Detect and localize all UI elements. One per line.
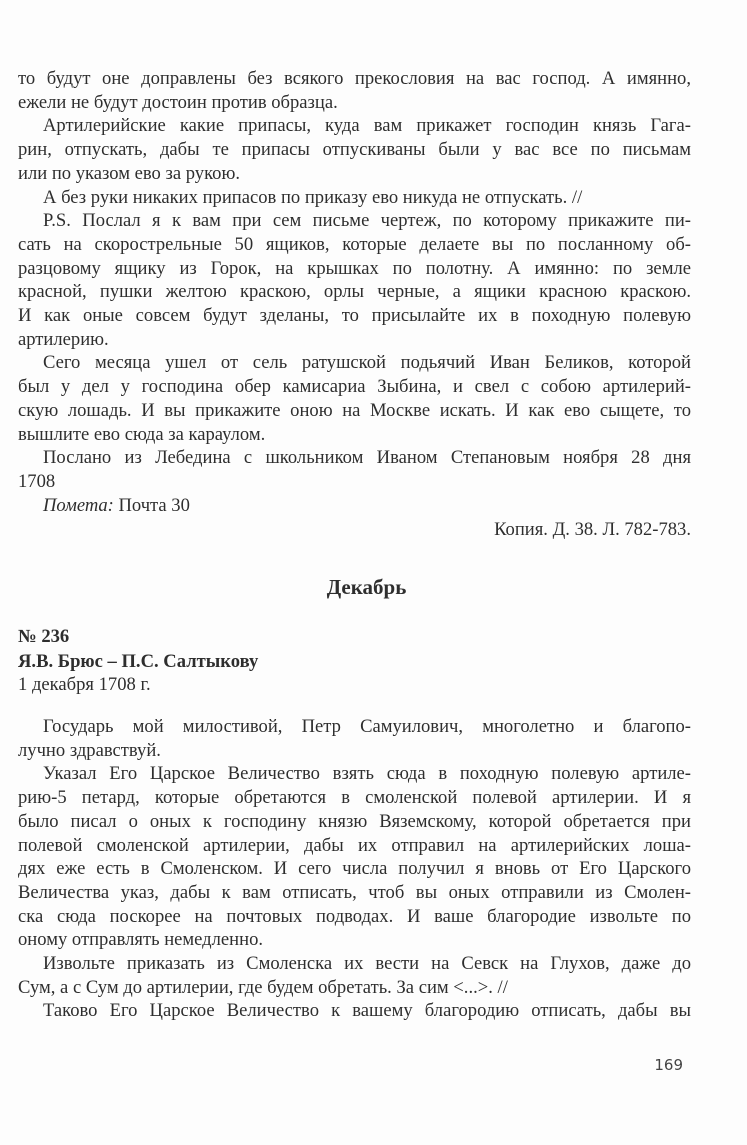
text-line: был у дел у господина обер камисариа Зыбина, и свел с собою артилерий- [18, 376, 691, 398]
text-line: Сум, а с Сум до артилерии, где будем обретать. За сим <...>. // [18, 976, 508, 998]
text-line: Послано из Лебедина с школьником Иваном Степановым ноября 28 дня [43, 447, 691, 469]
annotation-label: Пометa: [43, 494, 114, 516]
text-line: Таково Его Царское Величество к вашему благородию отписать, дабы вы [43, 1000, 691, 1022]
annotation-line [43, 494, 691, 518]
archival-source: Копия. Д. 38. Л. 782-783. [494, 519, 691, 540]
text-line: рию-5 петард, которые обретаются в смоленской полевой артилерии. И я [18, 787, 691, 809]
document-parties: Я.В. Брюс – П.С. Салтыкову [18, 651, 259, 672]
annotation-text: Почта 30 [113, 494, 190, 516]
text-line: А без руки никаких припасов по приказу ево никуда не отпускать. // [43, 186, 583, 208]
text-line: полевой смоленской артилерии, дабы их отправил на артилерийских лоша- [18, 834, 691, 856]
text-line: Величества указ, дабы к вам отписать, чтоб вы оных отправили из Смолен- [18, 881, 691, 903]
text-line: Артилерийские какие припасы, куда вам прикажет господин князь Гага- [43, 115, 691, 137]
text-line: Указал Его Царское Величество взять сюда в походную полевую артиле- [43, 763, 691, 785]
text-line: И как оные совсем будут зделаны, то присылайте их в походную полевую [18, 305, 691, 326]
text-line: Сего месяца ушел от сель ратушской подьячий Иван Беликов, которой [43, 352, 691, 374]
text-line: разцовому ящику из Горок, на крышках по полотну. А имянно: по земле [18, 257, 691, 279]
document-date: 1 декабря 1708 г. [18, 674, 151, 695]
text-line: было писал о оных к господину князю Вяземскому, которой обретается при [18, 810, 691, 832]
text-line: артилерию. [18, 328, 109, 350]
text-line: или по указом ево за рукою. [18, 162, 240, 184]
text-line: ска сюда поскорее на почтовых подводах. И ваше благородие извольте по [18, 905, 691, 927]
text-line: скую лошадь. И вы прикажите оною на Москве искать. И как ево сыщете, то [18, 399, 691, 421]
text-line: оному отправлять немедленно. [18, 929, 264, 951]
text-line: P.S. Послал я к вам при сем письме чертеж, по которому прикажите пи- [43, 210, 691, 232]
section-title: Декабрь [326, 575, 407, 599]
text-line: дях еже есть в Смоленском. И сего числа получил я вновь от Его Царского [18, 858, 691, 880]
document-number: № 236 [18, 626, 70, 647]
text-line: 1708 [18, 470, 56, 492]
text-line: лучно здравствуй. [18, 739, 161, 761]
text-line: ежели не будут достоин против образца. [18, 91, 338, 113]
text-line: вышлите ево сюда за караулом. [18, 423, 266, 445]
text-line: красной, пушки желтою краскою, орлы черные, а ящики красною краскою. [18, 281, 691, 303]
text-line: рин, отпускать, дабы те припасы отпускиваны были у вас все по письмам [18, 139, 691, 161]
text-line: Извольте приказать из Смоленска их вести на Севск на Глухов, даже до [43, 953, 691, 974]
text-line: сать на скорострельные 50 ящиков, которые делаете вы по посланному об- [18, 233, 691, 255]
text-line: Государь мой милостивой, Петр Самуилович, многолетно и благопо- [43, 716, 691, 737]
text-line: то будут оне доправлены без всякого прекословия на вас господ. А имянно, [18, 68, 691, 89]
page-number: 169 [654, 1056, 683, 1074]
